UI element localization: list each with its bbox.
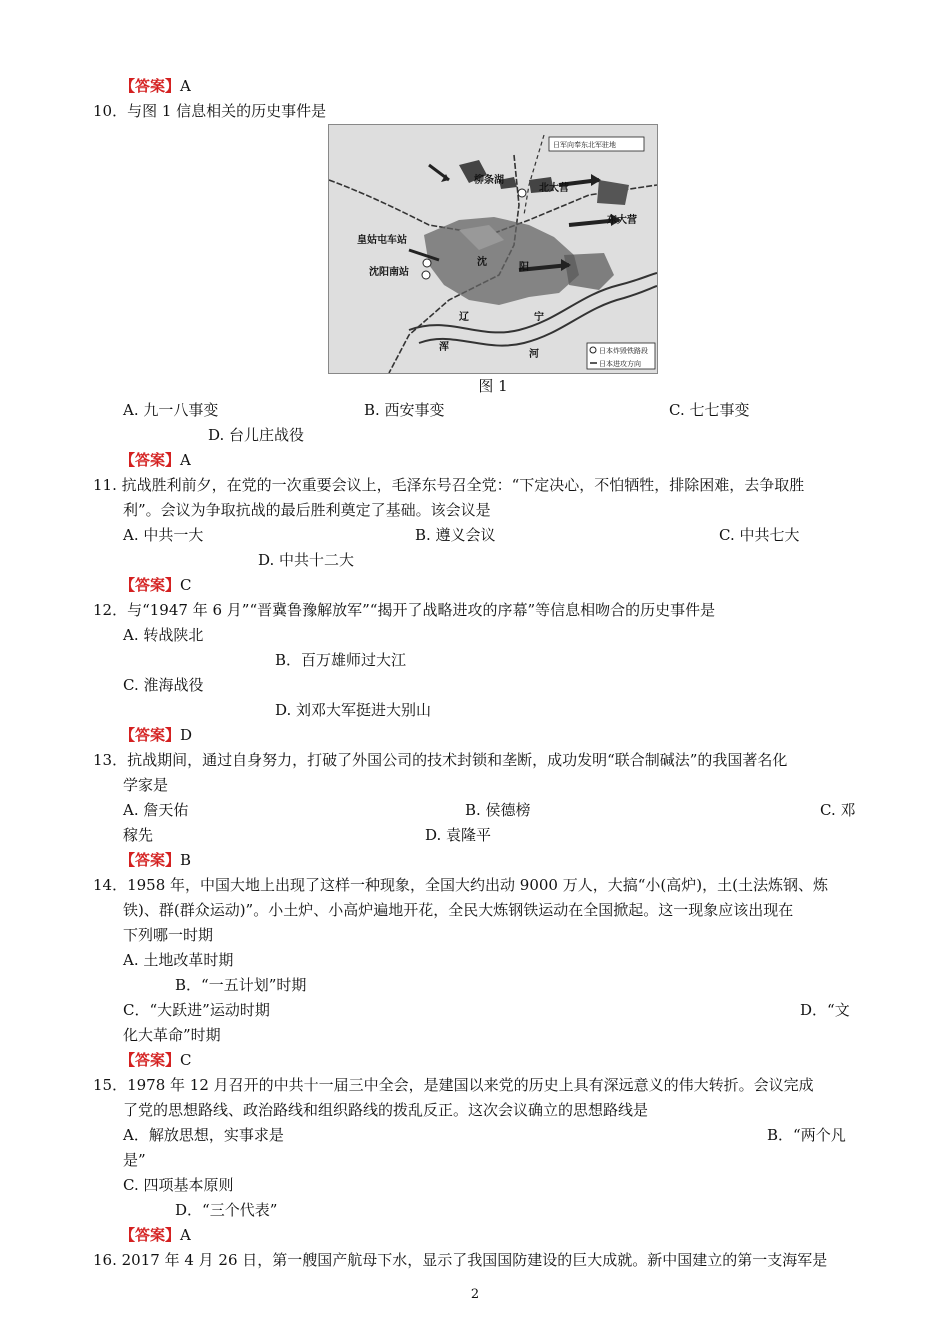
q14-line2: 铁)、群(群众运动)”。小土炉、小高炉遍地开花，全民大炼钢铁运动在全国掀起。这一现象应该出现在 — [123, 901, 794, 919]
q13-option-c-part1: C. 邓 — [820, 801, 856, 819]
q15-line1: 15．1978 年 12 月召开的中共十一届三中全会，是建国以来党的历史上具有深远意义的伟大转折。会议完成 — [93, 1076, 814, 1094]
map-legend-bomb: 日本炸毁铁路段 — [599, 347, 648, 355]
q11-line1: 11. 抗战胜利前夕，在党的一次重要会议上，毛泽东号召全党：“下定决心，不怕牺牲，排除困难，去争取胜 — [93, 476, 805, 494]
map-label-east-camp: 东大营 — [607, 215, 637, 226]
q15-option-b-part1: B．“两个凡 — [767, 1126, 846, 1144]
map-label-he2: 河 — [529, 349, 539, 360]
q13-option-b: B. 侯德榜 — [465, 801, 531, 819]
q14-option-b: B．“一五计划”时期 — [175, 976, 307, 994]
q10-answer: 【答案】A — [120, 451, 191, 469]
q10-stem: 10．与图 1 信息相关的历史事件是 — [93, 102, 327, 120]
map-label-ning: 宁 — [534, 312, 544, 323]
q15-line2: 了党的思想路线、政治路线和组织路线的拨乱反正。这次会议确立的思想路线是 — [123, 1101, 649, 1119]
q11-option-c: C. 中共七大 — [719, 526, 800, 544]
q12-line1: 12．与“1947 年 6 月”“晋冀鲁豫解放军”“揭开了战略进攻的序幕”等信息相吻合的历史事件是 — [93, 601, 716, 619]
map-label-north-camp: 北大营 — [539, 183, 569, 194]
page-number: 2 — [470, 1287, 480, 1302]
q15-option-d: D．“三个代表” — [175, 1201, 278, 1219]
q11-option-b: B. 遵义会议 — [415, 526, 496, 544]
q15-answer: 【答案】A — [120, 1226, 191, 1244]
q14-line3: 下列哪一时期 — [123, 926, 214, 944]
q12-option-c: C. 淮海战役 — [123, 676, 204, 694]
q14-line1: 14．1958 年，中国大地上出现了这样一种现象，全国大约出动 9000 万人，大搞“小(高炉)，土(土法炼钢、炼 — [93, 876, 828, 894]
map-label-liao: 辽 — [459, 312, 469, 323]
q13-option-c-part2: 稼先 — [123, 826, 154, 844]
q15-option-a: A．解放思想，实事求是 — [123, 1126, 284, 1144]
q10-option-b: B. 西安事变 — [364, 401, 445, 419]
q12-option-b: B．百万雄师过大江 — [275, 651, 407, 669]
q10-option-a: A. 九一八事变 — [123, 401, 219, 419]
q13-answer: 【答案】B — [120, 851, 192, 869]
q13-option-d: D. 袁隆平 — [425, 826, 492, 844]
q9-answer: 【答案】A — [120, 77, 191, 95]
q15-option-b-part2: 是” — [123, 1151, 146, 1169]
q14-option-d-part1: D．“文 — [800, 1001, 850, 1019]
map-label-shen: 沈 — [477, 257, 487, 268]
q11-answer: 【答案】C — [120, 576, 192, 594]
q14-option-d-part2: 化大革命”时期 — [123, 1026, 221, 1044]
q12-option-d: D. 刘邓大军挺进大别山 — [275, 701, 432, 719]
q13-option-a: A. 詹天佑 — [123, 801, 189, 819]
map-label-huanggutun: 皇姑屯车站 — [357, 235, 407, 246]
map-label-shenyang-south: 沈阳南站 — [369, 267, 409, 278]
q12-option-a: A. 转战陕北 — [123, 626, 204, 644]
figure-1-map — [328, 124, 658, 374]
q11-option-d: D. 中共十二大 — [258, 551, 355, 569]
map-legend-attack: 日本进攻方向 — [599, 360, 641, 368]
q10-option-d: D. 台儿庄战役 — [208, 426, 305, 444]
q15-option-c: C. 四项基本原则 — [123, 1176, 234, 1194]
q14-option-a: A. 土地改革时期 — [123, 951, 234, 969]
q14-answer: 【答案】C — [120, 1051, 192, 1069]
figure-caption: 图 1 — [478, 377, 508, 395]
q16-line1: 16. 2017 年 4 月 26 日，第一艘国产航母下水，显示了我国国防建设的巨大成就。新中国建立的第一支海军是 — [93, 1251, 828, 1269]
q14-option-c: C．“大跃进”运动时期 — [123, 1001, 270, 1019]
q13-line1: 13．抗战期间，通过自身努力，打破了外国公司的技术封锁和垄断，成功发明“联合制碱法”的我国著名化 — [93, 751, 788, 769]
map-label-liutiao-lake: 柳条湖 — [474, 175, 504, 186]
q12-answer: 【答案】D — [120, 726, 193, 744]
q10-option-c: C. 七七事变 — [669, 401, 750, 419]
q11-option-a: A. 中共一大 — [123, 526, 204, 544]
map-label-yang: 阳 — [519, 262, 529, 273]
map-label-he1: 浑 — [439, 342, 449, 353]
q11-line2: 利”。会议为争取抗战的最后胜利奠定了基础。该会议是 — [123, 501, 491, 519]
answer-tag: 【答案】 — [120, 77, 181, 95]
map-label-legend-top: 日军向奉东北军驻地 — [553, 141, 616, 149]
q13-line2: 学家是 — [123, 776, 169, 794]
